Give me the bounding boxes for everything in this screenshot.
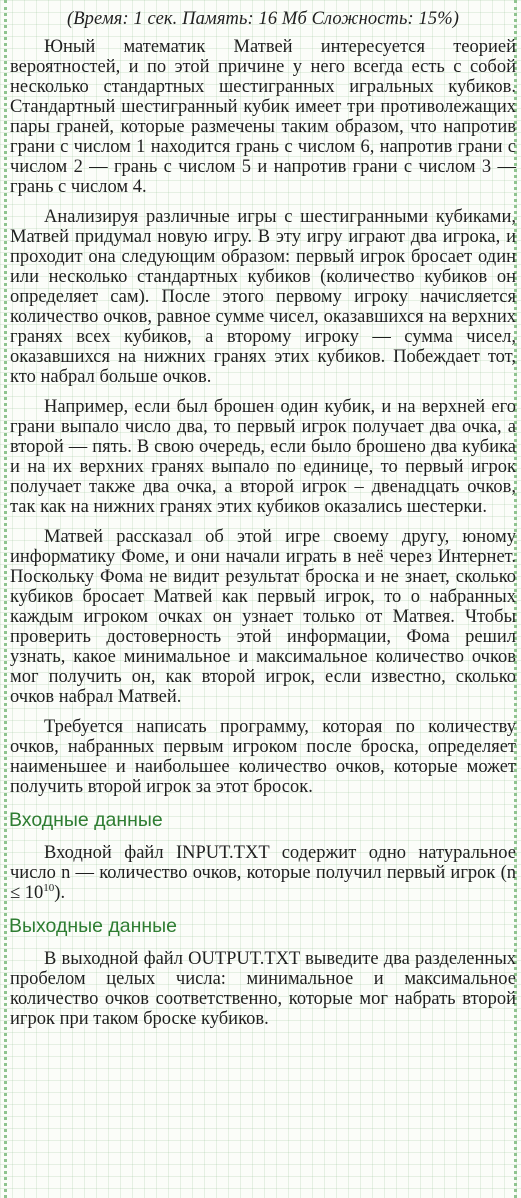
output-section-title: Выходные данные [9,915,178,937]
statement-paragraph-4: Матвей рассказал об этой игре своему другу, юному информатику Фоме, и они начали играть в неё через Интернет. Поскольку Фома не видит результат броска и не знает, сколько кубиков бросает Матвей как первый игрок, то о набранных каждым игроком очках он узнает только от Матвея. Чтобы проверить достоверность этой информации, Фома решил узнать, какое минимальное и максимальное количество очков мог получить он, как второй игрок, если известно, сколько очков набрал Матвей. [10,527,516,707]
statement-paragraph-2: Анализируя различные игры с шестигранными кубиками, Матвей придумал новую игру. В эту игру играют два игрока, и проходит она следующим образом: первый игрок бросает один или несколько стандартных кубиков (количество кубиков он определяет сам). После этого первому игроку начисляется количество очков, равное сумме чисел, оказавшихся на верхних гранях всех кубиков, а второму игроку — сумма чисел, оказавшихся на нижних гранях этих кубиков. Побеждает тот, кто набрал больше очков. [10,207,516,387]
input-text-main: Входной файл INPUT.TXT содержит одно натуральное число n — количество очков, которые получил первый игрок (n ≤ 10 [10,843,516,903]
statement-paragraph-1: Юный математик Матвей интересуется теорией вероятностей, и по этой причине у него всегда есть с собой несколько стандартных шестигранных игральных кубиков. Стандартный шестигранный кубик имеет три противолежащих пары граней, которые размечены таким образом, что напротив грани с числом 1 находится грань с числом 6, напротив грани с числом 2 — грань с числом 5 и напротив грани с числом 3 — грань с числом 4. [10,37,516,197]
input-exponent: 10 [43,881,55,894]
output-section-text: В выходной файл OUTPUT.TXT выведите два разделенных пробелом целых числа: минимальное и максимальное количество очков соответственно, которые мог набрать второй игрок при таком броске кубиков. [10,949,516,1029]
input-section-text [10,843,516,903]
statement-paragraph-5: Требуется написать программу, которая по количеству очков, набранных первым игроком после броска, определяет наименьшее и наибольшее количество очков, которые может получить второй игрок за этот бросок. [10,717,516,797]
statement-paragraph-3: Например, если был брошен один кубик, и на верхней его грани выпало число два, то первый игрок получает два очка, а второй — пять. В свою очередь, если было брошено два кубика и на их верхних гранях выпало по единице, то первый игрок получает также два очка, а второй игрок – двенадцать очков, так как на нижних гранях этих кубиков оказались шестерки. [10,397,516,517]
limits-line: (Время: 1 сек. Память: 16 Мб Сложность: 15%) [67,9,459,29]
input-section-title: Входные данные [9,809,163,831]
problem-statement [10,8,516,1039]
input-text-end: ). [54,883,66,903]
